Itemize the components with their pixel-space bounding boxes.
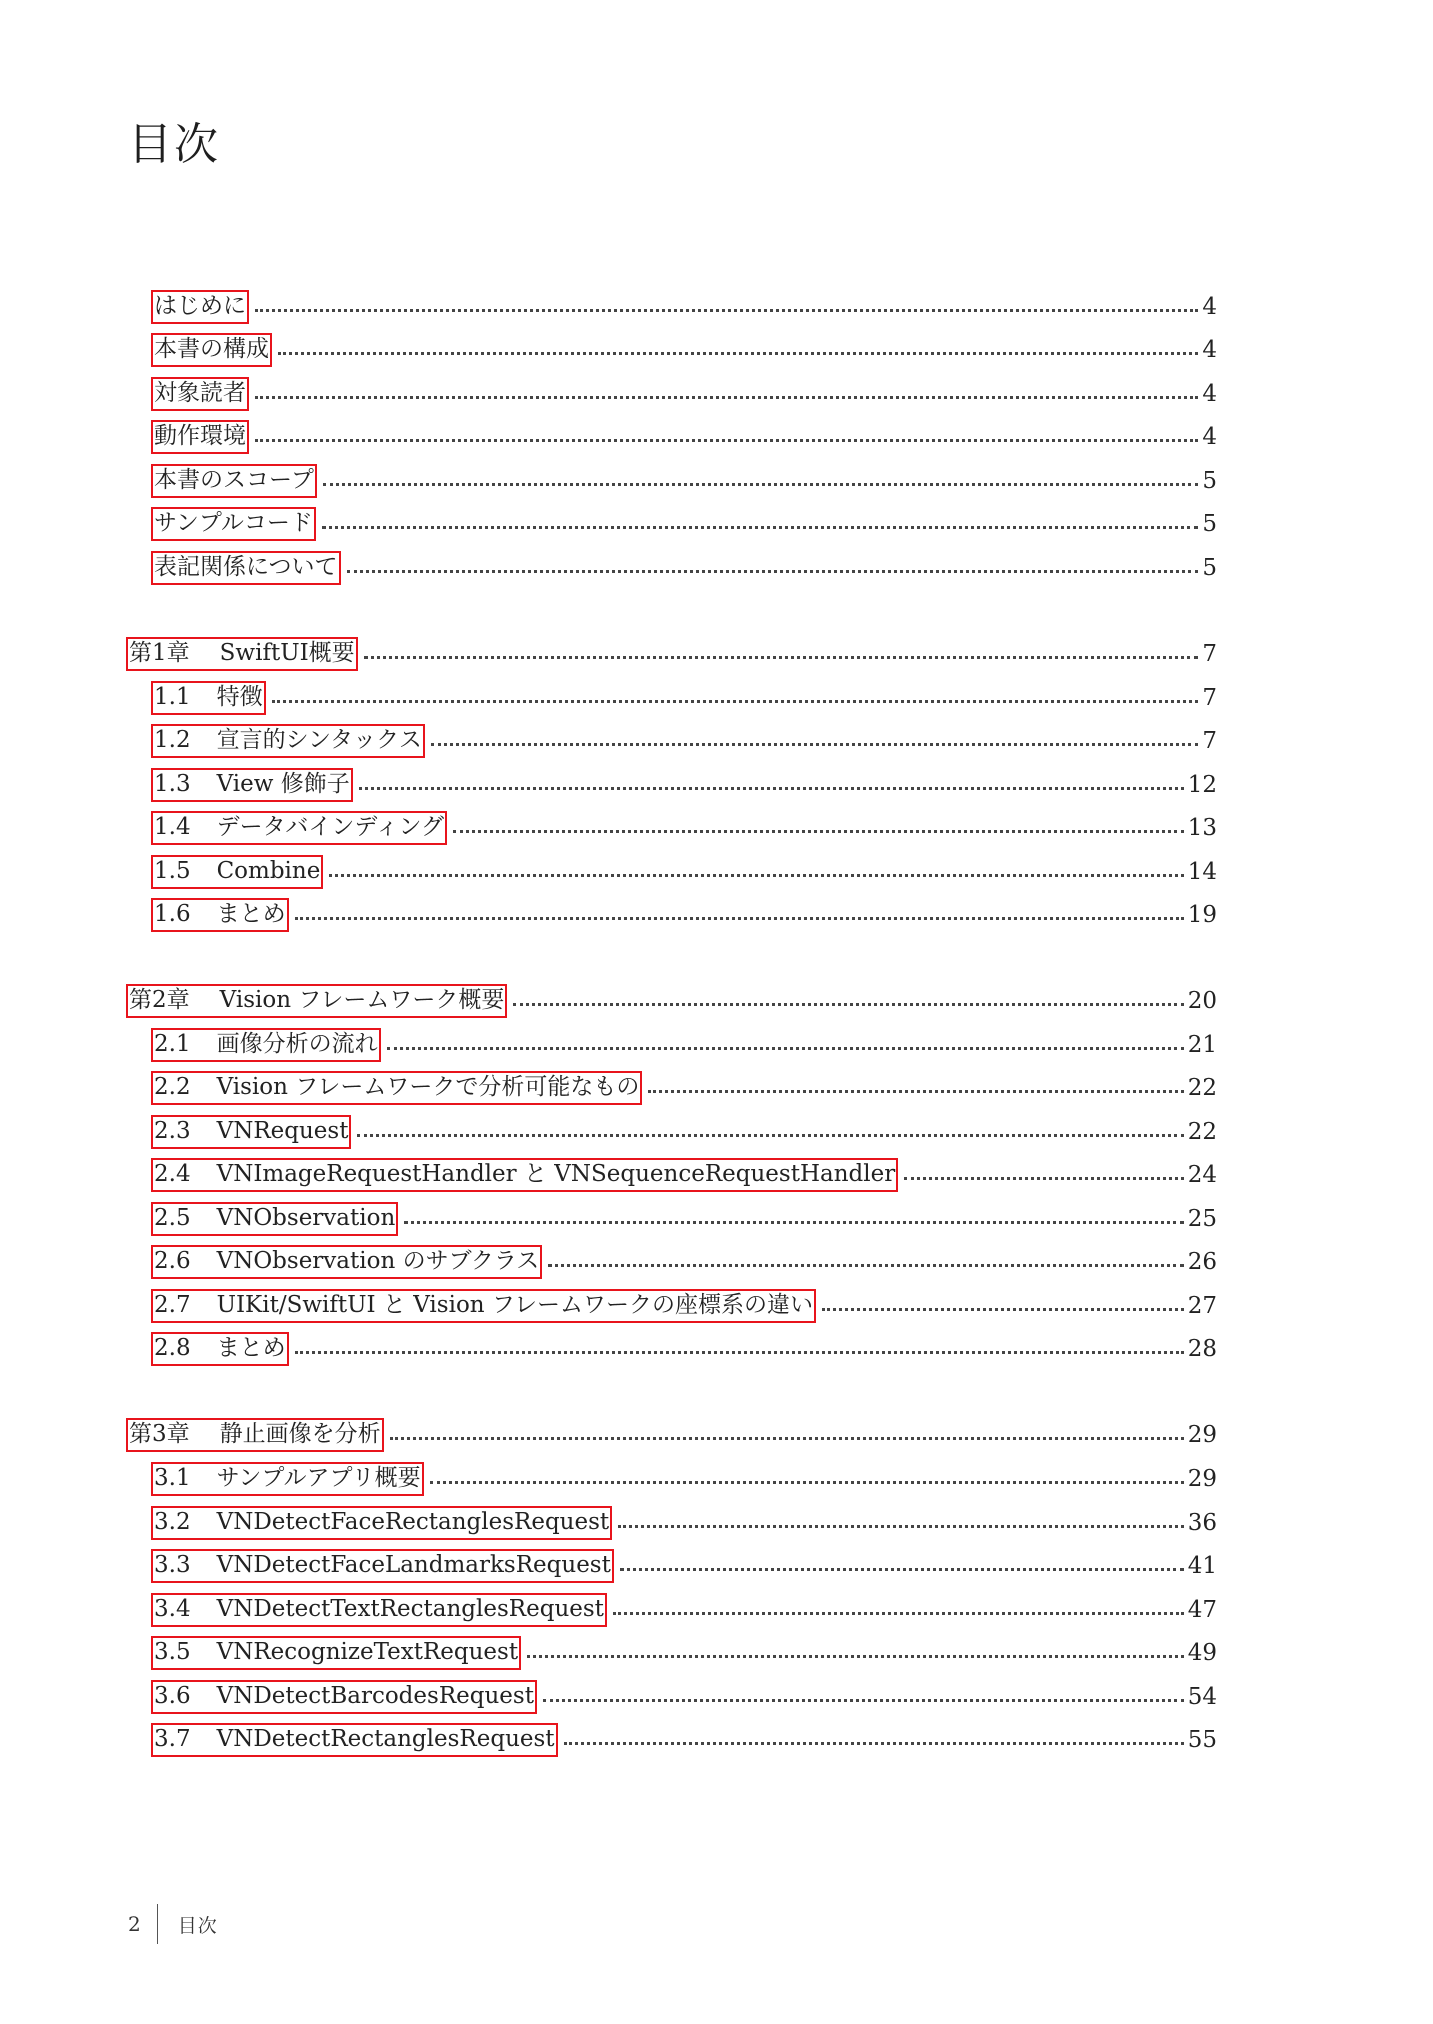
page-title: 目次 [128, 119, 220, 170]
toc-entry-label: はじめに [154, 293, 246, 319]
toc-section-link[interactable] [151, 464, 317, 498]
toc-page-number: 21 [1187, 1032, 1217, 1058]
toc-section-link[interactable] [151, 507, 316, 541]
toc-entry-label: VNObservation [216, 1205, 396, 1231]
toc-section-link[interactable] [151, 811, 447, 845]
toc-entry-number: 1.6 [154, 901, 191, 927]
toc-entry-number: 1.4 [154, 814, 191, 840]
page-footer [128, 1904, 218, 1944]
toc-section-row [0, 1680, 1433, 1714]
toc-entry-number: 2.5 [154, 1205, 191, 1231]
toc-entry-label: 本書のスコープ [154, 467, 314, 493]
toc-page-number: 13 [1187, 815, 1217, 841]
toc-leader-dots [618, 1523, 1184, 1528]
toc-section-link[interactable] [151, 1028, 381, 1062]
toc-leader-dots [255, 394, 1198, 399]
toc-entry-label: 宣言的シンタックス [216, 727, 422, 753]
toc-page-number: 19 [1187, 902, 1217, 928]
toc-section-row [0, 1245, 1433, 1279]
toc-entry-label: まとめ [216, 901, 286, 927]
footer-section-title: 目次 [177, 1914, 218, 1937]
toc-section-row [0, 855, 1433, 889]
toc-page-number: 22 [1187, 1075, 1217, 1101]
toc-page-number: 25 [1187, 1206, 1217, 1232]
toc-leader-dots [357, 1132, 1183, 1137]
toc-section-row [0, 1115, 1433, 1149]
toc-section-link[interactable] [151, 1636, 521, 1670]
toc-chapter-link[interactable] [126, 1418, 384, 1452]
toc-section-row [0, 1723, 1433, 1757]
toc-entry-label: 特徴 [216, 684, 263, 710]
toc-section-row [0, 1593, 1433, 1627]
toc-section-link[interactable] [151, 1115, 351, 1149]
toc-page-number: 54 [1187, 1684, 1217, 1710]
toc-entry-label: VNRecognizeTextRequest [216, 1639, 519, 1665]
toc-entry-number: 2.6 [154, 1248, 191, 1274]
toc-section-link[interactable] [151, 1506, 612, 1540]
toc-section-row [0, 333, 1433, 367]
toc-entry-number: 2.4 [154, 1161, 191, 1187]
toc-page-number: 49 [1187, 1640, 1217, 1666]
toc-section-link[interactable] [151, 333, 272, 367]
toc-entry-label: VNDetectFaceRectanglesRequest [216, 1509, 610, 1535]
toc-section-row [0, 507, 1433, 541]
toc-leader-dots [359, 785, 1184, 790]
toc-entry-label: 対象読者 [154, 380, 246, 406]
toc-section-link[interactable] [151, 724, 425, 758]
toc-leader-dots [322, 524, 1198, 529]
toc-entry-label: Vision フレームワークで分析可能なもの [216, 1074, 640, 1100]
toc-leader-dots [347, 568, 1199, 573]
toc-page-number: 12 [1187, 772, 1217, 798]
toc-page-number: 26 [1187, 1249, 1217, 1275]
toc-leader-dots [255, 307, 1198, 312]
toc-entry-number: 3.5 [154, 1639, 191, 1665]
toc-entry-label: UIKit/SwiftUI と Vision フレームワークの座標系の違い [216, 1292, 813, 1318]
toc-entry-number: 第3章 [129, 1421, 190, 1447]
toc-leader-dots [431, 741, 1199, 746]
toc-entry-label: SwiftUI概要 [219, 640, 355, 666]
toc-section-link[interactable] [151, 420, 249, 454]
toc-entry-label: 画像分析の流れ [216, 1031, 378, 1057]
toc-section-row [0, 1332, 1433, 1366]
toc-section-link[interactable] [151, 1593, 607, 1627]
toc-leader-dots [295, 1349, 1184, 1354]
toc-chapter-row [0, 984, 1433, 1018]
toc-section-link[interactable] [151, 855, 323, 889]
toc-page-number: 41 [1187, 1553, 1217, 1579]
toc-page-number: 55 [1187, 1727, 1217, 1753]
toc-leader-dots [278, 350, 1198, 355]
toc-section-link[interactable] [151, 1202, 398, 1236]
toc-section-row [0, 681, 1433, 715]
toc-page-number: 5 [1202, 468, 1217, 494]
toc-page-number: 29 [1187, 1466, 1217, 1492]
toc-entry-number: 2.1 [154, 1031, 191, 1057]
toc-page-number: 7 [1202, 641, 1217, 667]
toc-leader-dots [548, 1262, 1184, 1267]
toc-entry-number: 2.2 [154, 1074, 191, 1100]
toc-entry-number: 1.2 [154, 727, 191, 753]
toc-section-row [0, 1549, 1433, 1583]
toc-leader-dots [272, 698, 1199, 703]
toc-section-link[interactable] [151, 1332, 289, 1366]
toc-chapter-row [0, 637, 1433, 671]
toc-page-number: 36 [1187, 1510, 1217, 1536]
toc-section-link[interactable] [151, 1071, 642, 1105]
toc-page-number: 47 [1187, 1597, 1217, 1623]
toc-leader-dots [904, 1175, 1184, 1180]
toc-leader-dots [430, 1479, 1184, 1484]
toc-page-number: 5 [1202, 555, 1217, 581]
toc-entry-label: VNDetectBarcodesRequest [216, 1683, 534, 1709]
toc-entry-label: 静止画像を分析 [219, 1421, 381, 1447]
toc-leader-dots [613, 1610, 1184, 1615]
toc-section-row [0, 1506, 1433, 1540]
toc-section-row [0, 464, 1433, 498]
toc-entry-label: Vision フレームワーク概要 [219, 987, 505, 1013]
toc-section-link[interactable] [151, 1549, 614, 1583]
toc-entry-number: 3.4 [154, 1596, 191, 1622]
toc-leader-dots [648, 1088, 1183, 1093]
toc-page-number: 4 [1202, 381, 1217, 407]
toc-leader-dots [387, 1045, 1184, 1050]
toc-entry-label: VNDetectFaceLandmarksRequest [216, 1552, 611, 1578]
toc-chapter-link[interactable] [126, 984, 507, 1018]
toc-page-number: 22 [1187, 1119, 1217, 1145]
toc-page-number: 24 [1187, 1162, 1217, 1188]
toc-section-link[interactable] [151, 1158, 898, 1192]
toc-page-number: 29 [1187, 1422, 1217, 1448]
toc-entry-label: VNRequest [216, 1118, 349, 1144]
toc-entry-label: Combine [216, 858, 321, 884]
toc-section-link[interactable] [151, 898, 289, 932]
toc-leader-dots [404, 1219, 1183, 1224]
toc-entry-number: 1.1 [154, 684, 191, 710]
toc-section-link[interactable] [151, 1680, 537, 1714]
toc-entry-number: 2.3 [154, 1118, 191, 1144]
toc-leader-dots [564, 1740, 1184, 1745]
toc-section-link[interactable] [151, 551, 341, 585]
toc-entry-number: 3.2 [154, 1509, 191, 1535]
toc-section-row [0, 1158, 1433, 1192]
toc-entry-label: まとめ [216, 1335, 286, 1361]
toc-page-number: 27 [1187, 1293, 1217, 1319]
toc-section-row [0, 1202, 1433, 1236]
toc-section-row [0, 1289, 1433, 1323]
toc-leader-dots [453, 828, 1184, 833]
toc-section-row [0, 1028, 1433, 1062]
toc-section-row [0, 290, 1433, 324]
toc-section-row [0, 1636, 1433, 1670]
toc-section-row [0, 724, 1433, 758]
footer-page-number: 2 [128, 1912, 141, 1936]
toc-entry-number: 1.5 [154, 858, 191, 884]
toc-entry-label: VNDetectRectanglesRequest [216, 1726, 555, 1752]
toc-entry-number: 3.7 [154, 1726, 191, 1752]
toc-page-number: 5 [1202, 511, 1217, 537]
toc-entry-number: 第2章 [129, 987, 190, 1013]
toc-leader-dots [513, 1001, 1183, 1006]
toc-page-number: 20 [1187, 988, 1217, 1014]
toc-section-row [0, 898, 1433, 932]
toc-entry-label: サンプルコード [154, 510, 313, 536]
toc-entry-label: データバインディング [216, 814, 445, 840]
toc-entry-number: 3.1 [154, 1465, 191, 1491]
toc-section-row [0, 768, 1433, 802]
toc-entry-label: VNImageRequestHandler と VNSequenceRequestHandler [216, 1161, 896, 1187]
toc-entry-number: 3.6 [154, 1683, 191, 1709]
toc-leader-dots [620, 1566, 1184, 1571]
toc-section-link[interactable] [151, 1723, 558, 1757]
toc-section-link[interactable] [151, 768, 353, 802]
toc-section-row [0, 551, 1433, 585]
toc-leader-dots [295, 915, 1184, 920]
toc-page-number: 14 [1187, 859, 1217, 885]
toc-page-number: 4 [1202, 294, 1217, 320]
toc-section-row [0, 377, 1433, 411]
toc-section-link[interactable] [151, 681, 266, 715]
toc-section-row [0, 1071, 1433, 1105]
toc-entry-number: 2.7 [154, 1292, 191, 1318]
footer-divider [157, 1904, 158, 1944]
toc-entry-label: 表記関係について [154, 554, 338, 580]
toc-page-number: 28 [1187, 1336, 1217, 1362]
toc-leader-dots [329, 872, 1183, 877]
toc-entry-label: 本書の構成 [154, 336, 269, 362]
toc-page-number: 4 [1202, 337, 1217, 363]
toc-leader-dots [323, 481, 1199, 486]
toc-section-row [0, 811, 1433, 845]
toc-leader-dots [390, 1435, 1184, 1440]
toc-leader-dots [255, 437, 1198, 442]
toc-page-number: 7 [1202, 685, 1217, 711]
toc-entry-label: VNObservation のサブクラス [216, 1248, 540, 1274]
toc-chapter-link[interactable] [126, 637, 358, 671]
toc-entry-number: 2.8 [154, 1335, 191, 1361]
toc-entry-label: View 修飾子 [216, 771, 350, 797]
toc-leader-dots [364, 654, 1199, 659]
toc-chapter-row [0, 1418, 1433, 1452]
toc-leader-dots [543, 1697, 1184, 1702]
toc-entry-number: 第1章 [129, 640, 190, 666]
toc-section-row [0, 1462, 1433, 1496]
toc-leader-dots [527, 1653, 1184, 1658]
toc-entry-number: 1.3 [154, 771, 191, 797]
toc-page-number: 4 [1202, 424, 1217, 450]
toc-section-link[interactable] [151, 1245, 542, 1279]
toc-section-link[interactable] [151, 377, 249, 411]
toc-entry-number: 3.3 [154, 1552, 191, 1578]
toc-entry-label: サンプルアプリ概要 [216, 1465, 421, 1491]
toc-page-number: 7 [1202, 728, 1217, 754]
toc-entry-label: 動作環境 [154, 423, 246, 449]
toc-leader-dots [822, 1306, 1184, 1311]
toc-section-row [0, 420, 1433, 454]
toc-section-link[interactable] [151, 290, 249, 324]
toc-entry-label: VNDetectTextRectanglesRequest [216, 1596, 604, 1622]
toc-section-link[interactable] [151, 1289, 816, 1323]
toc-section-link[interactable] [151, 1462, 424, 1496]
